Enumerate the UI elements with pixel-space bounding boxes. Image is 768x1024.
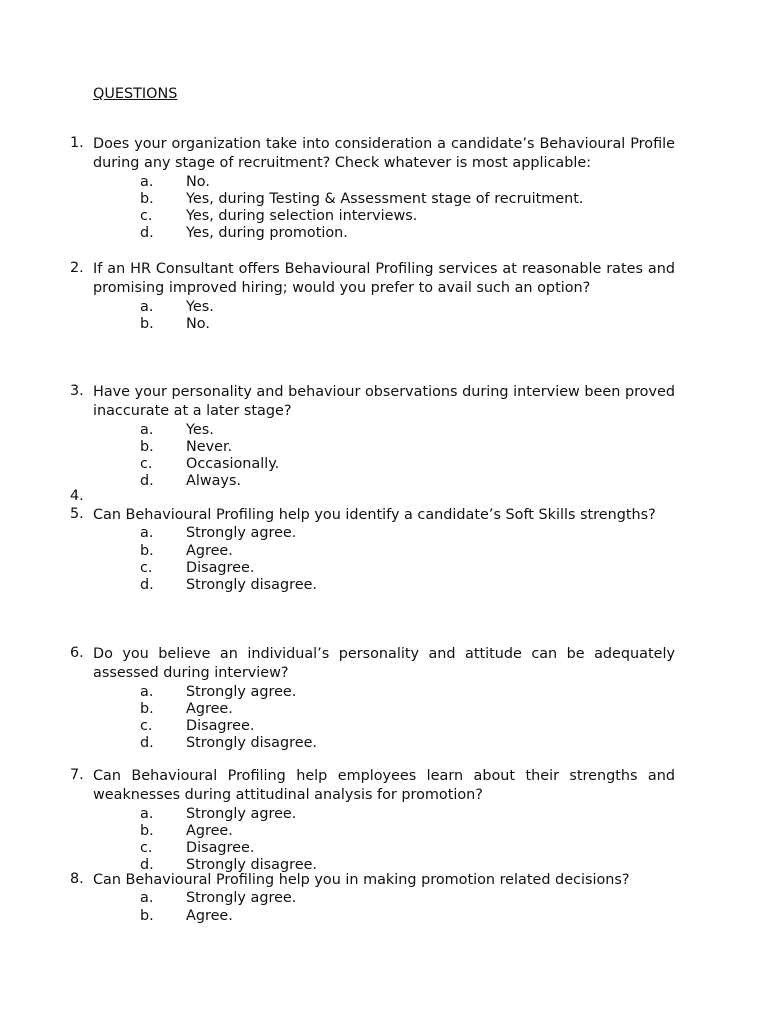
question-row <box>0 506 768 525</box>
option-text: Yes. <box>186 421 214 438</box>
answer-option <box>0 577 768 594</box>
option-letter: a. <box>140 173 154 190</box>
answer-option <box>0 701 768 718</box>
question-number: 2. <box>70 260 84 276</box>
option-letter: b. <box>140 316 154 332</box>
option-text: Disagree. <box>186 559 255 576</box>
option-text: Yes, during selection interviews. <box>186 208 418 225</box>
question-number: 1. <box>70 135 84 151</box>
question-number: 4. <box>70 488 84 504</box>
question-row <box>0 645 768 684</box>
question-7 <box>0 767 768 875</box>
option-letter: d. <box>140 576 154 593</box>
question-row <box>0 767 768 806</box>
option-letter: a. <box>140 805 154 822</box>
question-text: Can Behavioural Profiling help you in making promotion related decisions? <box>93 872 630 888</box>
option-text: Yes, during promotion. <box>186 225 348 242</box>
question-6 <box>0 645 768 753</box>
option-letter: c. <box>140 456 153 473</box>
option-text: Agree. <box>186 542 233 559</box>
question-text: Do you believe an individual’s personality and attitude can be adequately assessed during interview? <box>93 646 675 682</box>
option-letter: d. <box>140 225 154 242</box>
answer-option <box>0 823 768 840</box>
answer-option <box>0 191 768 208</box>
option-letter: c. <box>140 840 153 857</box>
question-number: 8. <box>70 871 84 887</box>
answer-option <box>0 684 768 701</box>
answer-option <box>0 560 768 577</box>
option-text: Strongly disagree. <box>186 857 317 874</box>
option-letter: a. <box>140 683 154 700</box>
option-text: Occasionally. <box>186 456 280 473</box>
question-5 <box>0 506 768 594</box>
question-text: Can Behavioural Profiling help employees learn about their strengths and weaknesses during attitudinal analysis for promotion? <box>93 768 675 804</box>
question-3 <box>0 383 768 491</box>
question-text: Does your organization take into consideration a candidate’s Behavioural Profile during any stage of recruitment? Check whatever is most applicable: <box>93 136 675 172</box>
page-heading: QUESTIONS <box>93 86 178 102</box>
answer-option <box>0 439 768 456</box>
option-text: Disagree. <box>186 840 255 857</box>
option-letter: a. <box>140 890 154 907</box>
question-text: Can Behavioural Profiling help you identify a candidate’s Soft Skills strengths? <box>93 507 656 523</box>
answer-option <box>0 525 768 542</box>
option-letter: a. <box>140 421 154 438</box>
option-text: Agree. <box>186 907 233 924</box>
answer-option <box>0 543 768 560</box>
question-text: If an HR Consultant offers Behavioural Profiling services at reasonable rates and promising improved hiring; would you prefer to avail such an option? <box>93 261 675 297</box>
answer-option <box>0 890 768 907</box>
option-letter: c. <box>140 208 153 225</box>
option-text: Never. <box>186 439 233 455</box>
option-letter: c. <box>140 559 153 576</box>
option-letter: b. <box>140 191 154 207</box>
answer-option <box>0 456 768 473</box>
option-letter: a. <box>140 525 154 542</box>
question-number: 6. <box>70 645 84 661</box>
option-text: Strongly disagree. <box>186 576 317 593</box>
question-number: 3. <box>70 383 84 399</box>
question-row <box>0 383 768 422</box>
answer-option <box>0 316 768 333</box>
option-letter: b. <box>140 823 154 839</box>
option-text: Agree. <box>186 823 233 839</box>
option-letter: d. <box>140 857 154 874</box>
question-row <box>0 871 768 890</box>
answer-option <box>0 174 768 191</box>
option-text: Yes. <box>186 298 214 315</box>
answer-option <box>0 225 768 242</box>
option-text: Agree. <box>186 701 233 717</box>
option-letter: b. <box>140 542 154 559</box>
question-text <box>93 488 675 507</box>
option-text: Disagree. <box>186 718 255 735</box>
option-text: No. <box>186 316 210 332</box>
question-row <box>0 488 768 507</box>
question-8 <box>0 871 768 925</box>
option-text: Strongly agree. <box>186 525 297 542</box>
option-text: Strongly agree. <box>186 805 297 822</box>
question-4 <box>0 488 768 507</box>
option-text: Always. <box>186 473 242 490</box>
option-letter: b. <box>140 701 154 717</box>
option-text: Yes, during Testing & Assessment stage of recruitment. <box>186 191 584 207</box>
option-letter: c. <box>140 718 153 735</box>
question-2 <box>0 260 768 333</box>
answer-option <box>0 735 768 752</box>
question-1 <box>0 135 768 243</box>
question-row <box>0 260 768 299</box>
question-number: 5. <box>70 506 84 522</box>
answer-option <box>0 806 768 823</box>
option-text: Strongly agree. <box>186 890 297 907</box>
answer-option <box>0 908 768 925</box>
option-text: Strongly disagree. <box>186 735 317 752</box>
option-letter: b. <box>140 439 154 455</box>
answer-option <box>0 208 768 225</box>
option-letter: d. <box>140 735 154 752</box>
option-text: No. <box>186 173 210 190</box>
option-text: Strongly agree. <box>186 683 297 700</box>
question-row <box>0 135 768 174</box>
answer-option <box>0 422 768 439</box>
question-text: Have your personality and behaviour observations during interview been proved inaccurate at a later stage? <box>93 384 675 420</box>
option-letter: a. <box>140 298 154 315</box>
question-number: 7. <box>70 767 84 783</box>
answer-option <box>0 718 768 735</box>
answer-option <box>0 840 768 857</box>
option-letter: b. <box>140 907 154 924</box>
option-letter: d. <box>140 473 154 490</box>
answer-option <box>0 299 768 316</box>
